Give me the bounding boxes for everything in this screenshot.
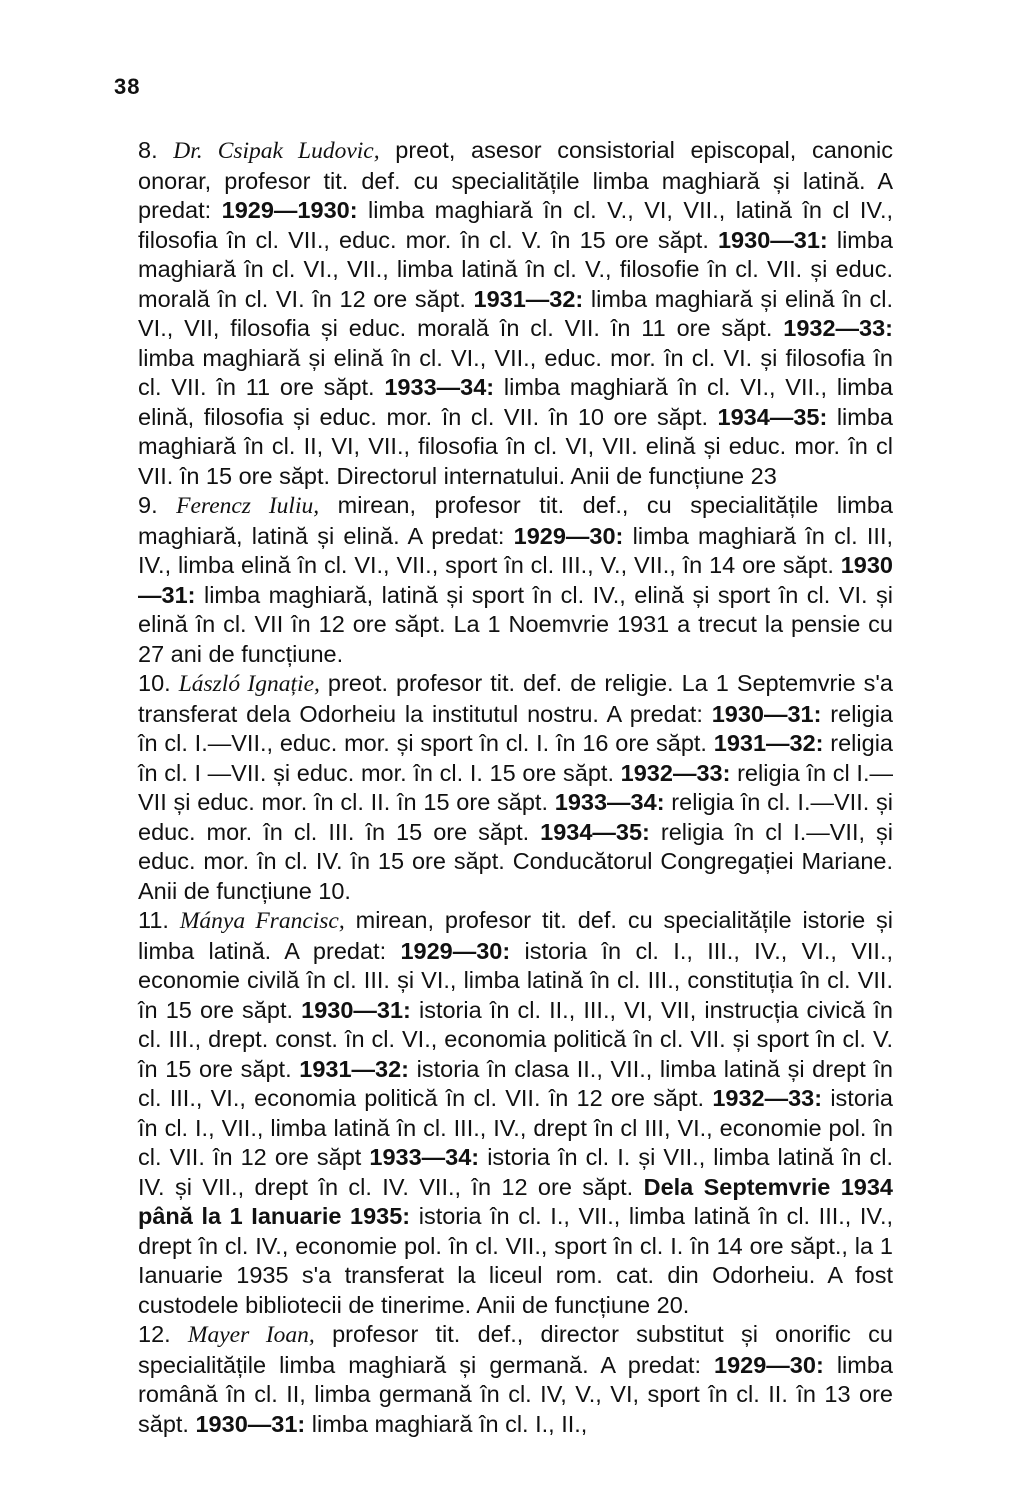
school-year: 1929—30: — [714, 1351, 824, 1378]
school-year: 1929—30: — [400, 937, 511, 964]
entry-text: limba maghiară în cl. I., II., — [305, 1410, 588, 1437]
school-year: 1932—33: — [620, 759, 731, 786]
school-year: 1930—31: — [717, 226, 828, 253]
entry-12 — [138, 1320, 893, 1439]
document-body — [138, 136, 893, 1439]
school-year: 1932—33: — [712, 1085, 823, 1111]
entry-9 — [138, 491, 893, 669]
entry-text: profesor tit. def., director substitut și onorific cu specialitățile limba maghiară și germană. A predat: — [138, 1321, 893, 1378]
entry-text: limba maghiară în cl. VI., VII., limba elină, filosofia și educ. mor. în cl. VII. în 10 ore săpt. — [138, 374, 894, 430]
school-year: 1932—33: — [783, 315, 893, 341]
school-year: 1929—1930: — [221, 197, 358, 223]
school-year: 1930—31: — [195, 1410, 306, 1437]
entry-person-name: László Ignație, — [178, 671, 320, 697]
school-year: 1934—35: — [717, 403, 828, 430]
page-number: 38 — [114, 74, 141, 99]
entry-text: istoria în cl. I. și VII., limba latină în cl. IV. și VII., drept în cl. IV. VII., în 12 ore săpt. — [138, 1144, 893, 1200]
school-year: 1930—31: — [138, 552, 893, 608]
entry-number: 11. — [138, 907, 180, 933]
entry-number: 9. — [138, 492, 177, 518]
entry-text: religia în cl. I.—VII. și educ. mor. în cl. III. în 15 ore săpt. — [138, 789, 893, 845]
school-year: 1930—31: — [711, 700, 822, 727]
entry-text: preot, asesor consistorial episcopal, canonic onorar, profesor tit. def. cu specialitățile limba maghiară și latină. A predat: — [138, 137, 893, 223]
entry-text: religia în cl I.—VII, și educ. mor. în cl. IV. în 15 ore săpt. Conducătorul Congregației Mariane. Anii de funcțiune 10. — [138, 818, 893, 904]
school-year: 1934—35: — [540, 818, 650, 845]
school-year: 1933—34: — [384, 374, 495, 400]
entry-number: 8. — [138, 137, 174, 163]
entry-number: 10. — [138, 670, 179, 696]
entry-text: limba maghiară, latină și sport în cl. IV., elină și sport în cl. VI. și elină în cl. VII în 12 ore săpt. La 1 Noemvrie 1931 a trecut la pensie cu 27 ani de funcțiune. — [138, 581, 893, 667]
entry-person-name: Ferencz Iuliu, — [176, 493, 320, 519]
entry-8 — [138, 136, 893, 491]
school-year: 1931—32: — [473, 285, 584, 312]
school-year: Dela Septemvrie 1934 până la 1 Ianuarie 1935: — [138, 1173, 893, 1229]
entry-text: religia în cl I.—VII și educ. mor. în cl. II. în 15 ore săpt. — [138, 759, 893, 815]
entry-text: istoria în cl. I., III., IV., VI., VII., economie civilă în cl. III. și VI., limba latină în cl. III., constituția în cl. VII. în 15 ore săpt. — [138, 937, 893, 1023]
entry-10 — [138, 669, 893, 906]
school-year: 1931—32: — [713, 730, 824, 756]
school-year: 1930—31: — [301, 996, 411, 1023]
entry-text: limba maghiară în cl. VI., VII., limba latină în cl. V., filosofie în cl. VII. și educ. morală în cl. VI. în 12 ore săpt. — [138, 226, 894, 312]
entry-text: istoria în cl. I., VII., limba latină în cl. III., IV., drept în cl. IV., economie pol. în cl. VII., sport în cl. I. în 14 ore săpt., la 1 Ianuarie 1935 s'a transferat la liceul rom. cat. din Odorheiu. A fost custodele bibliotecii de tinerime. Anii de funcțiune 20. — [138, 1203, 894, 1318]
entry-text: limba maghiară și elină în cl. VI., VII., educ. mor. în cl. VI. și filosofia în cl. VII. în 11 ore săpt. — [138, 344, 893, 400]
entry-text: limba maghiară în cl. II, VI, VII., filosofia în cl. VI, VII. elină și educ. mor. în cl VII. în 15 ore săpt. Directorul internatului. Anii de funcțiune 23 — [138, 403, 893, 489]
school-year: 1933—34: — [554, 789, 665, 815]
school-year: 1933—34: — [369, 1144, 480, 1170]
entry-text: preot. profesor tit. def. de religie. La 1 Septemvrie s'a transferat dela Odorheiu la institutul nostru. A predat: — [138, 670, 893, 727]
entry-text: limba maghiară în cl. V., VI, VII., latină în cl IV., filosofia în cl. VII., educ. mor. în cl. V. în 15 ore săpt. — [138, 197, 893, 253]
entry-text: mirean, profesor tit. def. cu specialitățile istorie și limba latină. A predat: — [138, 907, 894, 964]
entry-text: limba maghiară în cl. III, IV., limba elină în cl. VI., VII., sport în cl. III., V., VII., în 14 ore săpt. — [138, 522, 893, 578]
entry-number: 12. — [138, 1321, 188, 1347]
entry-text: istoria în cl. I., VII., limba latină în cl. III., IV., drept în cl III, VI., economie pol. în cl. VII. în 12 ore săpt — [138, 1085, 894, 1170]
entry-11 — [138, 906, 893, 1320]
entry-person-name: Dr. Csipak Ludovic, — [173, 138, 380, 164]
school-year: 1929—30: — [513, 522, 624, 549]
entry-text: mirean, profesor tit. def., cu specialitățile limba maghiară, latină și elină. A predat: — [138, 492, 893, 549]
entry-text: istoria în cl. II., III., VI, VII, instrucția civică în cl. III., drept. const. în cl. VI., economia politică în cl. VII. și sport în cl. V. în 15 ore săpt. — [138, 996, 893, 1082]
entry-text: religia în cl. I —VII. și educ. mor. în cl. I. 15 ore săpt. — [138, 730, 893, 786]
entry-text: limba română în cl. II, limba germană în cl. IV, V., VI, sport în cl. II. în 13 ore săpt. — [138, 1351, 893, 1437]
school-year: 1931—32: — [299, 1055, 409, 1082]
entry-person-name: Mayer Ioan, — [187, 1322, 315, 1348]
entry-text: limba maghiară și elină în cl. VI., VII, filosofia și educ. morală în cl. VII. în 11 ore săpt. — [138, 285, 893, 341]
entry-text: istoria în clasa II., VII., limba latină și drept în cl. III., VI., economia politică în cl. VII. în 12 ore săpt. — [138, 1055, 893, 1111]
entry-person-name: Mánya Francisc, — [179, 908, 345, 934]
entry-text: religia în cl. I.—VII., educ. mor. și sport în cl. I. în 16 ore săpt. — [138, 700, 893, 756]
